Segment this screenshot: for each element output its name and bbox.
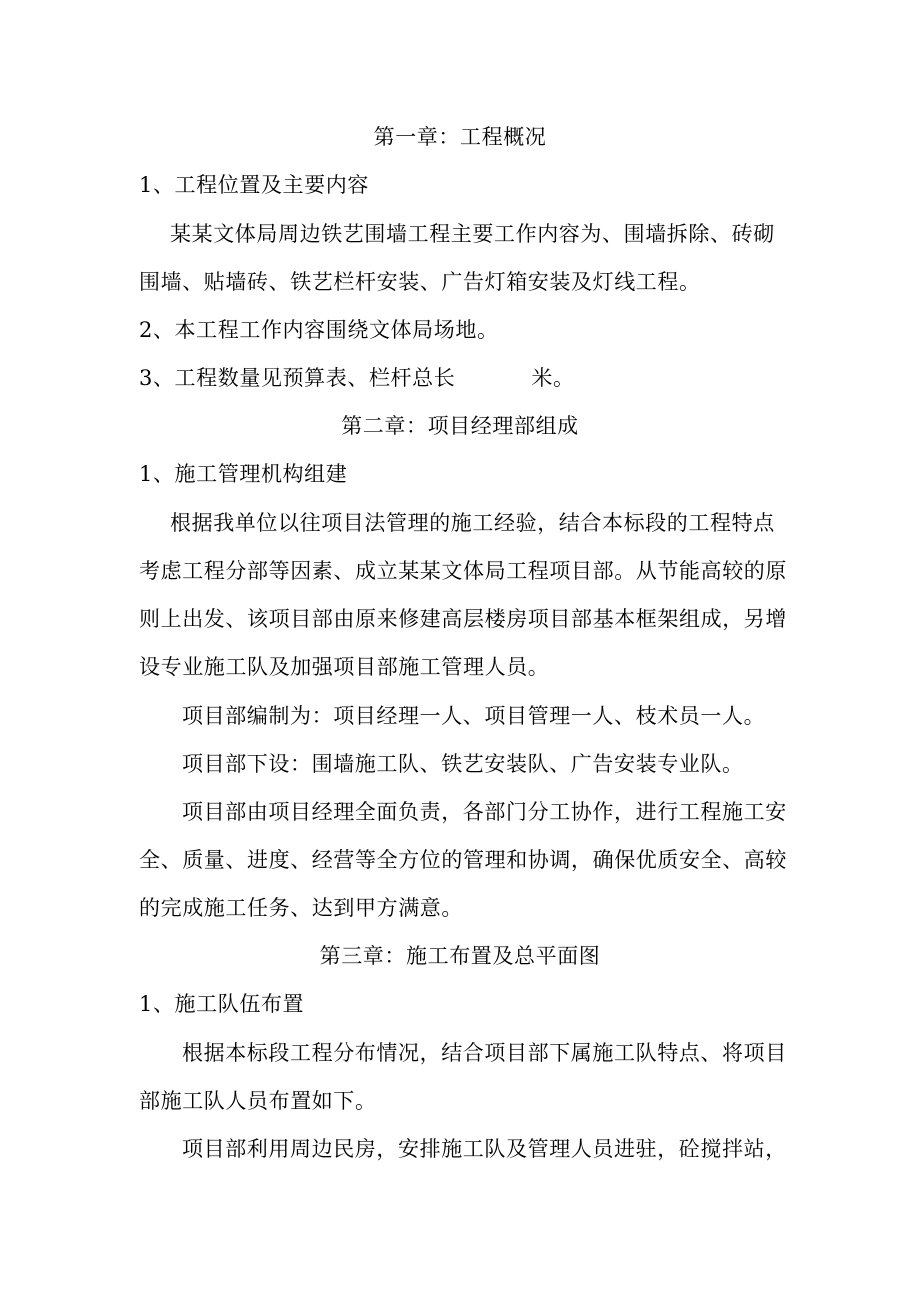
chapter2-para1-line1: 根据我单位以往项目法管理的施工经验，结合本标段的工程特点 <box>170 511 775 535</box>
chapter1-item3-unit: 米。 <box>531 366 575 390</box>
chapter3-para2-line1: 项目部利用周边民房，安排施工队及管理人员进驻，砼搅拌站， <box>182 1137 787 1161</box>
chapter2-para1-line2: 考虑工程分部等因素、成立某某文体局工程项目部。从节能高较的原 <box>139 559 787 583</box>
chapter2-para4-line3: 的完成施工任务、达到甲方满意。 <box>139 896 463 920</box>
chapter3-para1-line1: 根据本标段工程分布情况，结合项目部下属施工队特点、将项目 <box>182 1041 787 1065</box>
chapter1-item3 <box>139 363 789 393</box>
chapter3-item1-heading: 1、施工队伍布置 <box>139 992 305 1016</box>
chapter2-item1-heading: 1、施工管理机构组建 <box>139 462 348 486</box>
chapter2-para4-line1: 项目部由项目经理全面负责，各部门分工协作，进行工程施工安 <box>182 800 787 824</box>
chapter2-para1-line3: 则上出发、该项目部由原来修建高层楼房项目部基本框架组成，另增 <box>139 607 787 631</box>
chapter3-title: 第三章：施工布置及总平面图 <box>319 944 601 968</box>
chapter1-item1-heading: 1、工程位置及主要内容 <box>139 173 369 197</box>
chapter3-para1-line2: 部施工队人员布置如下。 <box>139 1089 377 1113</box>
chapter1-item3-text: 3、工程数量见预算表、栏杆总长 <box>139 366 456 390</box>
chapter2-para3: 项目部下设：围墙施工队、铁艺安装队、广告安装专业队。 <box>182 752 744 776</box>
chapter1-para1-line1: 某某文体局周边铁艺围墙工程主要工作内容为、围墙拆除、砖砌 <box>170 222 775 246</box>
chapter1-para1-line2: 围墙、贴墙砖、铁艺栏杆安装、广告灯箱安装及灯线工程。 <box>139 270 701 294</box>
chapter2-para4-line2: 全、质量、进度、经营等全方位的管理和协调，确保优质安全、高较 <box>139 848 787 872</box>
chapter1-title: 第一章：工程概况 <box>373 125 547 149</box>
chapter2-para2: 项目部编制为：项目经理一人、项目管理一人、枝术员一人。 <box>182 704 766 728</box>
chapter1-item2: 2、本工程工作内容围绕文体局场地。 <box>139 318 499 342</box>
chapter2-para1-line4: 设专业施工队及加强项目部施工管理人员。 <box>139 655 550 679</box>
chapter2-title: 第二章：项目经理部组成 <box>341 414 579 438</box>
